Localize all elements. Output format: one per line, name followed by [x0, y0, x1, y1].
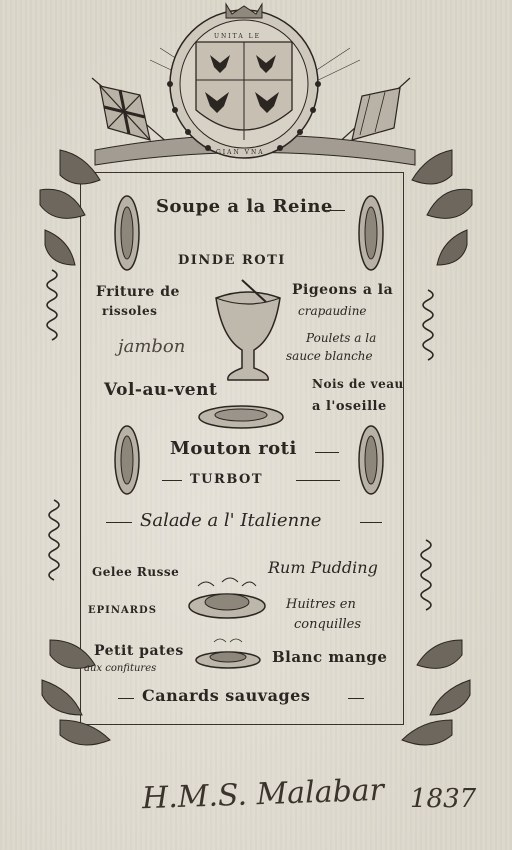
menu-item-poulets-line1: Poulets a la — [306, 331, 377, 345]
divider — [106, 522, 132, 523]
menu-item-friture-line2: rissoles — [102, 304, 158, 318]
menu-item-huitres-line2: conquilles — [294, 617, 362, 632]
menu-item-vol-au-vent: Vol-au-vent — [104, 380, 218, 400]
divider — [296, 480, 340, 481]
divider — [118, 698, 134, 699]
divider — [360, 522, 382, 523]
platter-icon-right-bottom — [356, 424, 386, 496]
menu-item-mouton: Mouton roti — [170, 438, 297, 459]
divider — [323, 210, 345, 211]
menu-item-canards: Canards sauvages — [142, 686, 311, 705]
signature-year: 1837 — [410, 784, 477, 814]
menu-item-veau-line2: a l'oseille — [312, 399, 387, 414]
menu-item-poulets-line2: sauce blanche — [286, 349, 373, 363]
menu-item-soup: Soupe a la Reine — [156, 196, 333, 217]
divider — [315, 452, 339, 453]
platter-icon-right-top — [356, 194, 386, 272]
menu-item-pigeons-line2: crapaudine — [298, 304, 367, 318]
divider — [348, 698, 364, 699]
menu-item-epinards: EPINARDS — [88, 605, 157, 616]
menu-item-turbot: TURBOT — [190, 472, 264, 487]
dish-icon-blanc-mange — [192, 636, 264, 672]
platter-icon-left-top — [112, 194, 142, 272]
menu-item-rum-pudding: Rum Pudding — [268, 558, 378, 577]
menu-item-petit-pates-line2: aux confitures — [84, 663, 157, 674]
oak-leaf-ornament-right — [392, 140, 482, 760]
dish-icon-vol-au-vent — [196, 402, 286, 432]
menu-item-salade: Salade a l' Italienne — [140, 510, 322, 531]
menu-item-gelee: Gelee Russe — [92, 565, 180, 579]
menu-item-pigeons-line1: Pigeons a la — [292, 282, 394, 298]
menu-item-blanc-mange: Blanc mange — [272, 648, 388, 666]
platter-icon-left-bottom — [112, 424, 142, 496]
dish-icon-pudding — [186, 578, 268, 624]
goblet-icon — [208, 276, 288, 386]
menu-item-jambon: jambon — [118, 336, 186, 357]
menu-item-petit-pates-line1: Petit pates — [94, 643, 184, 659]
crest-motto-bottom: GIAN VNA — [216, 149, 265, 156]
signature-ship: H.M.S. Malabar — [141, 772, 385, 817]
menu-item-friture-line1: Friture de — [96, 284, 180, 300]
crest-motto-top: UNITA LE — [214, 33, 261, 40]
menu-item-huitres-line1: Huitres en — [286, 597, 356, 612]
menu-item-veau-line1: Nois de veau — [312, 377, 404, 391]
menu-item-turkey: DINDE ROTI — [178, 253, 286, 268]
divider — [162, 480, 182, 481]
